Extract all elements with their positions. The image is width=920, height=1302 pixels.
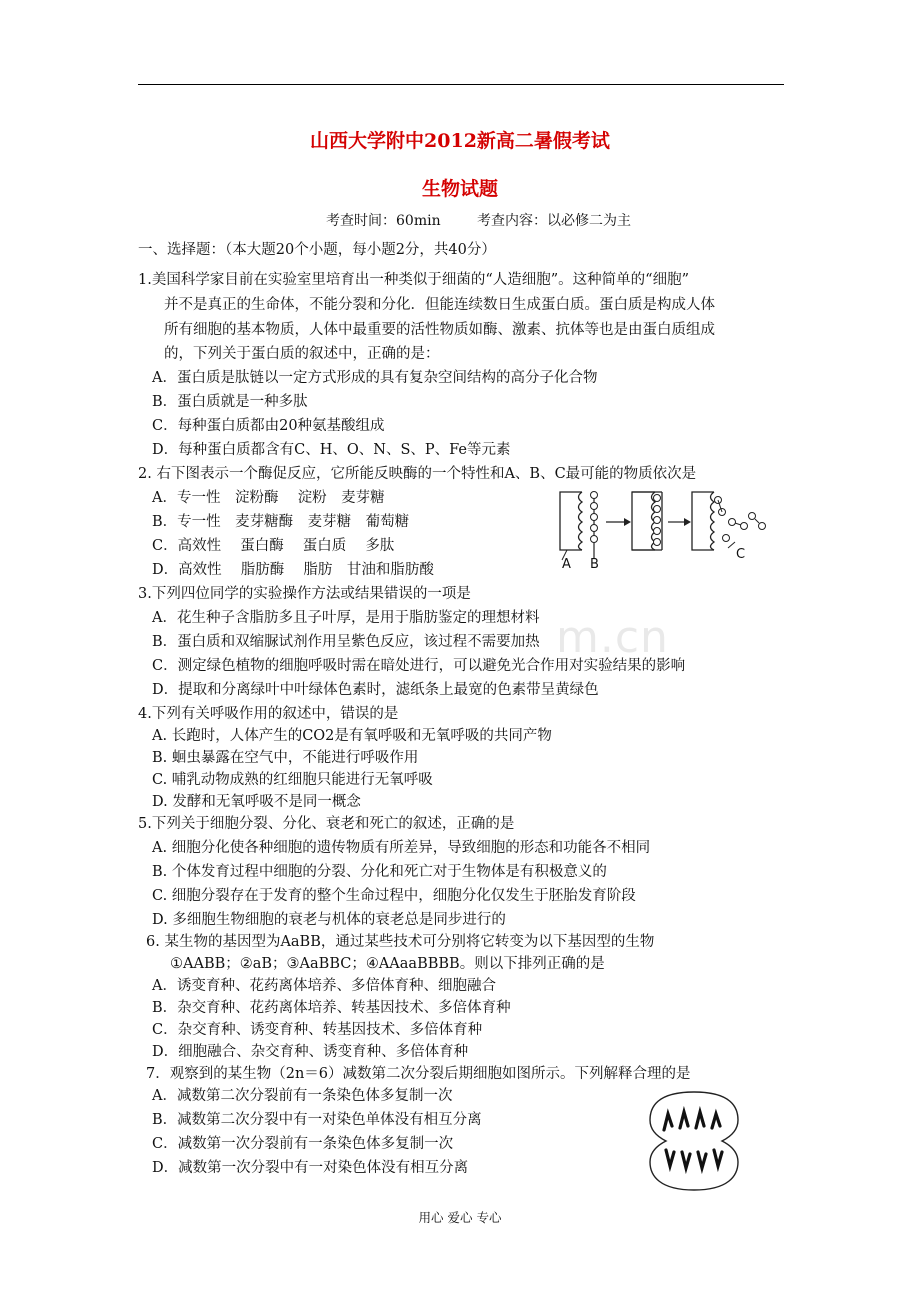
q2-option-c: C．高效性 蛋白酶 蛋白质 多肽 (152, 538, 395, 554)
q6-option-d: D．细胞融合、杂交育种、诱变育种、多倍体育种 (152, 1044, 469, 1060)
q6-option-a: A．诱变育种、花药离体培养、多倍体育种、细胞融合 (152, 978, 496, 994)
enzyme-reaction-diagram (552, 486, 782, 572)
q4-option-b: B. 蛔虫暴露在空气中，不能进行呼吸作用 (152, 750, 419, 766)
section-heading: 一、选择题：（本大题20个小题，每小题2分，共40分） (138, 242, 496, 258)
q1-option-a: A．蛋白质是肽链以一定方式形成的具有复杂空间结构的高分子化合物 (152, 370, 598, 386)
q5-option-b: B. 个体发育过程中细胞的分裂、分化和死亡对于生物体是有积极意义的 (152, 864, 607, 880)
exam-meta (326, 210, 663, 230)
q3-stem: 3.下列四位同学的实验操作方法或结果错误的一项是 (138, 586, 471, 602)
q1-line-3: 所有细胞的基本物质，人体中最重要的活性物质如酶、激素、抗体等也是由蛋白质组成 (164, 322, 715, 338)
q2-stem: 2. 右下图表示一个酶促反应，它所能反映酶的一个特性和A、B、C最可能的物质依次是 (138, 466, 697, 482)
q7-option-d: D．减数第一次分裂中有一对染色体没有相互分离 (152, 1160, 469, 1176)
label-a: A (562, 557, 571, 572)
q3-option-d: D．提取和分离绿叶中叶绿体色素时，滤纸条上最宽的色素带呈黄绿色 (152, 682, 599, 698)
q6-line-1: 6. 某生物的基因型为AaBB，通过某些技术可分别将它转变为以下基因型的生物 (146, 934, 655, 950)
q6-option-b: B．杂交育种、花药离体培养、转基因技术、多倍体育种 (152, 1000, 511, 1016)
q1-option-b: B．蛋白质就是一种多肽 (152, 394, 308, 410)
q6-line-2: ①AABB；②aB；③AaBBC；④AAaaBBBB。则以下排列正确的是 (170, 956, 605, 972)
q5-option-c: C. 细胞分裂存在于发育的整个生命过程中，细胞分化仅发生于胚胎发育阶段 (152, 888, 636, 904)
q3-option-c: C．测定绿色植物的细胞呼吸时需在暗处进行，可以避免光合作用对实验结果的影响 (152, 658, 686, 674)
exam-time: 考查时间：60min (326, 213, 441, 229)
q2-option-d: D．高效性 脂肪酶 脂肪 甘油和脂肪酸 (152, 562, 434, 578)
exam-content: 考查内容：以必修二为主 (477, 213, 632, 229)
q7-option-a: A．减数第二次分裂前有一条染色体多复制一次 (152, 1088, 453, 1104)
q1-line-2: 并不是真正的生命体，不能分裂和分化．但能连续数日生成蛋白质。蛋白质是构成人体 (164, 297, 715, 313)
q4-stem: 4.下列有关呼吸作用的叙述中，错误的是 (138, 706, 399, 722)
q1-option-d: D．每种蛋白质都含有C、H、O、N、S、P、Fe等元素 (152, 442, 511, 458)
q3-option-a: A．花生种子含脂肪多且子叶厚，是用于脂肪鉴定的理想材料 (152, 610, 540, 626)
exam-title: 山西大学附中2012新高二暑假考试 (310, 130, 610, 152)
q2-option-b: B．专一性 麦芽糖酶 麦芽糖 葡萄糖 (152, 514, 410, 530)
header-rule (138, 84, 784, 85)
q2-option-a: A．专一性 淀粉酶 淀粉 麦芽糖 (152, 490, 385, 506)
exam-subtitle: 生物试题 (421, 178, 498, 200)
label-b: B (590, 557, 599, 572)
q7-option-b: B．减数第二次分裂中有一对染色单体没有相互分离 (152, 1112, 482, 1128)
label-c: C (736, 547, 746, 562)
q1-line-1: 1.美国科学家目前在实验室里培育出一种类似于细菌的“人造细胞”。这种简单的“细胞” (138, 272, 689, 288)
q1-option-c: C．每种蛋白质都由20种氨基酸组成 (152, 418, 385, 434)
q7-option-c: C．减数第一次分裂前有一条染色体多复制一次 (152, 1136, 454, 1152)
q6-option-c: C．杂交育种、诱变育种、转基因技术、多倍体育种 (152, 1022, 483, 1038)
page-footer: 用心 爱心 专心 (418, 1210, 502, 1225)
q7-stem: 7．观察到的某生物（2n＝6）减数第二次分裂后期细胞如图所示。下列解释合理的是 (146, 1066, 691, 1082)
q1-line-4: 的，下列关于蛋白质的叙述中，正确的是： (164, 346, 440, 362)
q5-option-a: A. 细胞分化使各种细胞的遗传物质有所差异，导致细胞的形态和功能各不相同 (152, 840, 651, 856)
q5-stem: 5.下列关于细胞分裂、分化、衰老和死亡的叙述，正确的是 (138, 816, 515, 832)
q3-option-b: B．蛋白质和双缩脲试剂作用呈紫色反应，该过程不需要加热 (152, 634, 540, 650)
q4-option-a: A. 长跑时，人体产生的CO2是有氧呼吸和无氧呼吸的共同产物 (152, 728, 552, 744)
cell-division-figure (636, 1086, 752, 1196)
q5-option-d: D. 多细胞生物细胞的衰老与机体的衰老总是同步进行的 (152, 912, 506, 928)
q4-option-d: D. 发酵和无氧呼吸不是同一概念 (152, 794, 361, 810)
watermark: m.cn (556, 612, 669, 663)
q4-option-c: C. 哺乳动物成熟的红细胞只能进行无氧呼吸 (152, 772, 433, 788)
